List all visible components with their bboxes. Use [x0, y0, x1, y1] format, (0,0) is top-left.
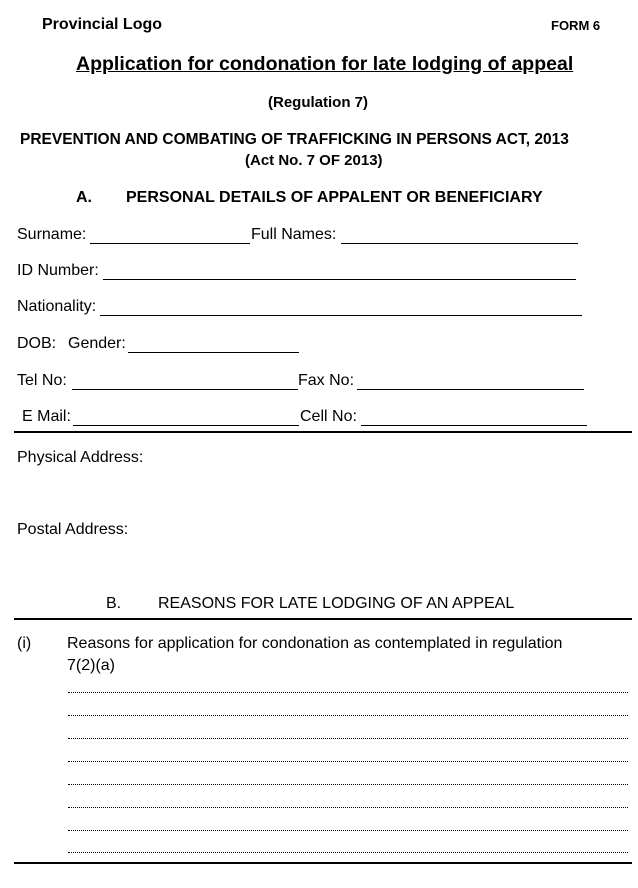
- dob-label: DOB:: [17, 335, 57, 352]
- cell-no-field[interactable]: [361, 425, 587, 426]
- tel-no-field[interactable]: [72, 389, 298, 390]
- reason-answer-line[interactable]: [68, 852, 628, 853]
- reason-answer-line[interactable]: [68, 715, 628, 716]
- item-number: (i): [17, 635, 32, 652]
- section-a-heading: PERSONAL DETAILS OF APPALENT OR BENEFICIARY: [126, 189, 543, 206]
- section-b-heading: REASONS FOR LATE LODGING OF AN APPEAL: [158, 595, 515, 612]
- gender-field[interactable]: [128, 352, 299, 353]
- email-field[interactable]: [73, 425, 299, 426]
- id-number-label: ID Number:: [17, 262, 99, 279]
- fax-no-field[interactable]: [357, 389, 584, 390]
- surname-field[interactable]: [90, 243, 250, 244]
- fax-no-label: Fax No:: [298, 372, 355, 389]
- form-title: Application for condonation for late lodging of appeal: [76, 53, 574, 75]
- section-a-letter: A.: [76, 189, 92, 206]
- provincial-logo-label: Provincial Logo: [42, 16, 163, 33]
- section-divider: [14, 431, 632, 433]
- surname-label: Surname:: [17, 226, 87, 243]
- act-number: (Act No. 7 OF 2013): [245, 152, 383, 169]
- item-text-line2: 7(2)(a): [67, 657, 116, 674]
- email-label: E Mail:: [22, 408, 71, 425]
- gender-label: Gender:: [68, 335, 126, 352]
- bottom-divider: [14, 862, 632, 864]
- regulation-reference: (Regulation 7): [268, 94, 368, 111]
- reason-answer-line[interactable]: [68, 807, 628, 808]
- section-b-letter: B.: [106, 595, 122, 612]
- postal-address-label: Postal Address:: [17, 521, 129, 538]
- item-text-line1: Reasons for application for condonation as contemplated in regulation: [67, 635, 563, 652]
- tel-no-label: Tel No:: [17, 372, 67, 389]
- reason-answer-line[interactable]: [68, 738, 628, 739]
- section-b-divider: [14, 618, 632, 620]
- nationality-label: Nationality:: [17, 298, 97, 315]
- form-number: FORM 6: [551, 18, 601, 33]
- reason-answer-line[interactable]: [68, 692, 628, 693]
- reason-answer-line[interactable]: [68, 830, 628, 831]
- full-names-label: Full Names:: [251, 226, 337, 243]
- cell-no-label: Cell No:: [300, 408, 357, 425]
- id-number-field[interactable]: [103, 279, 576, 280]
- physical-address-label: Physical Address:: [17, 449, 144, 466]
- full-names-field[interactable]: [341, 243, 578, 244]
- reason-answer-line[interactable]: [68, 784, 628, 785]
- nationality-field[interactable]: [100, 315, 582, 316]
- act-name: PREVENTION AND COMBATING OF TRAFFICKING IN PERSONS ACT, 2013: [20, 131, 569, 148]
- reason-answer-line[interactable]: [68, 761, 628, 762]
